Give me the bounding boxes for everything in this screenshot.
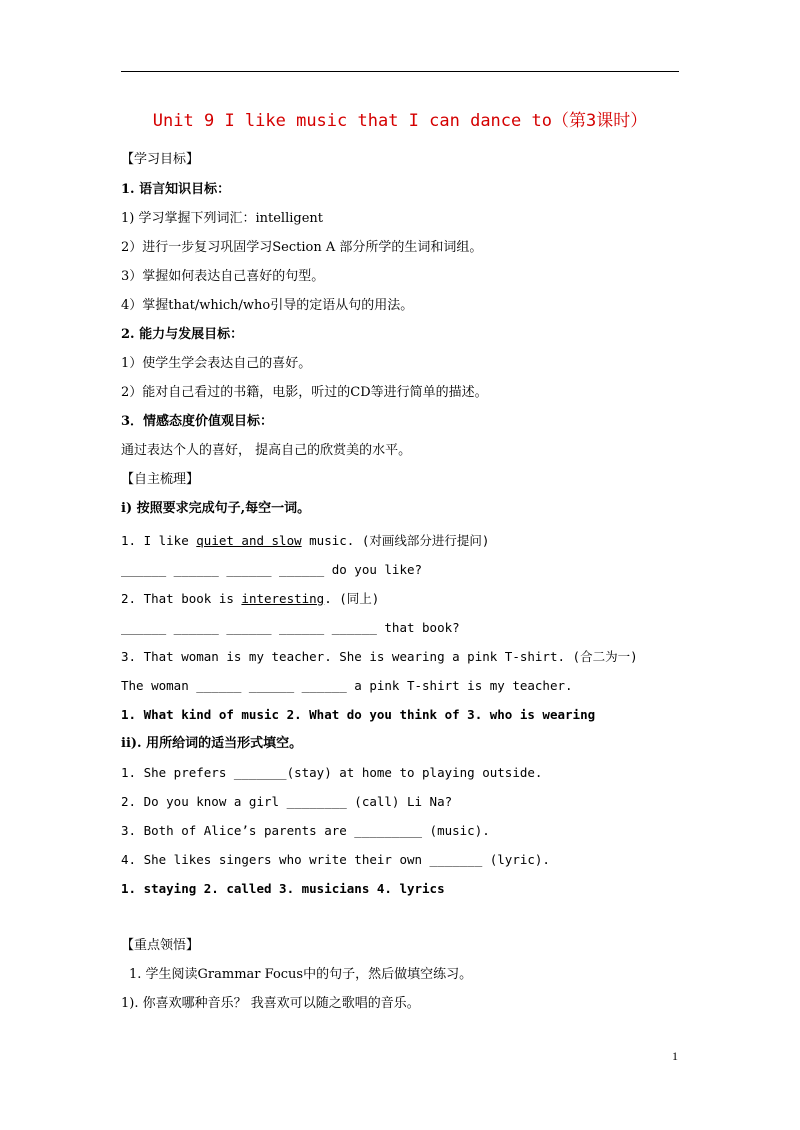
section-heading-key-points: 【重点领悟】	[121, 938, 200, 953]
answer-key: 1. What kind of music 2. What do you think of 3. who is wearing	[121, 707, 596, 722]
fill-in-question: 3. Both of Alice’s parents are _________ (music).	[121, 823, 490, 838]
fill-in-question: 1. She prefers _______(stay) at home to playing outside.	[121, 765, 543, 780]
goal-item: 通过表达个人的喜好， 提高自己的欣赏美的水平。	[121, 443, 412, 458]
page-title: Unit 9 I like music that I can dance to（第3课时）	[152, 111, 648, 131]
goal-item: 3）掌握如何表达自己喜好的句型。	[121, 269, 325, 284]
question-text: . (同上)	[324, 591, 380, 606]
answer-blank-line: ______ ______ ______ ______ ______ that book?	[121, 620, 460, 635]
key-point-item: 1). 你喜欢哪种音乐？ 我喜欢可以随之歌唱的音乐。	[121, 996, 420, 1011]
goal-heading-ability: 2. 能力与发展目标：	[121, 327, 244, 342]
answer-blank-line: ______ ______ ______ ______ do you like?	[121, 562, 423, 577]
exercise-heading: ii). 用所给词的适当形式填空。	[121, 736, 303, 751]
fill-in-question: 4. She likes singers who write their own _______ (lyric).	[121, 852, 550, 867]
page-number: 1	[672, 1049, 678, 1063]
underlined-phrase: quiet and slow	[196, 533, 302, 548]
header-rule	[121, 71, 679, 72]
underlined-phrase: interesting	[241, 591, 325, 606]
goal-item: 1) 学习掌握下列词汇：intelligent	[121, 211, 324, 226]
goal-item: 1）使学生学会表达自己的喜好。	[121, 356, 312, 371]
exercise-question	[121, 590, 379, 608]
answer-blank-line: The woman ______ ______ ______ a pink T-shirt is my teacher.	[121, 678, 573, 693]
section-heading-self-study: 【自主梳理】	[121, 472, 200, 487]
goal-item: 4）掌握that/which/who引导的定语从句的用法。	[121, 298, 414, 313]
question-text: 1. I like	[121, 533, 197, 548]
goal-heading-language: 1. 语言知识目标：	[121, 182, 231, 197]
fill-in-question: 2. Do you know a girl ________ (call) Li Na?	[121, 794, 453, 809]
question-text: 2. That book is	[121, 591, 242, 606]
answer-key: 1. staying 2. called 3. musicians 4. lyrics	[121, 881, 445, 896]
exercise-question: 3. That woman is my teacher. She is wearing a pink T-shirt. (合二为一)	[121, 649, 638, 664]
goal-heading-attitude: 3．情感态度价值观目标：	[121, 414, 274, 429]
goal-item: 2）能对自己看过的书籍，电影，听过的CD等进行简单的描述。	[121, 385, 488, 400]
goal-item: 2）进行一步复习巩固学习Section A 部分所学的生词和词组。	[121, 240, 483, 255]
exercise-heading: i) 按照要求完成句子,每空一词。	[121, 501, 311, 516]
question-text: music. (对画线部分进行提问)	[301, 533, 490, 548]
section-heading-goals: 【学习目标】	[121, 152, 200, 167]
exercise-question	[121, 532, 489, 550]
key-point-item: 1. 学生阅读Grammar Focus中的句子，然后做填空练习。	[129, 967, 473, 982]
